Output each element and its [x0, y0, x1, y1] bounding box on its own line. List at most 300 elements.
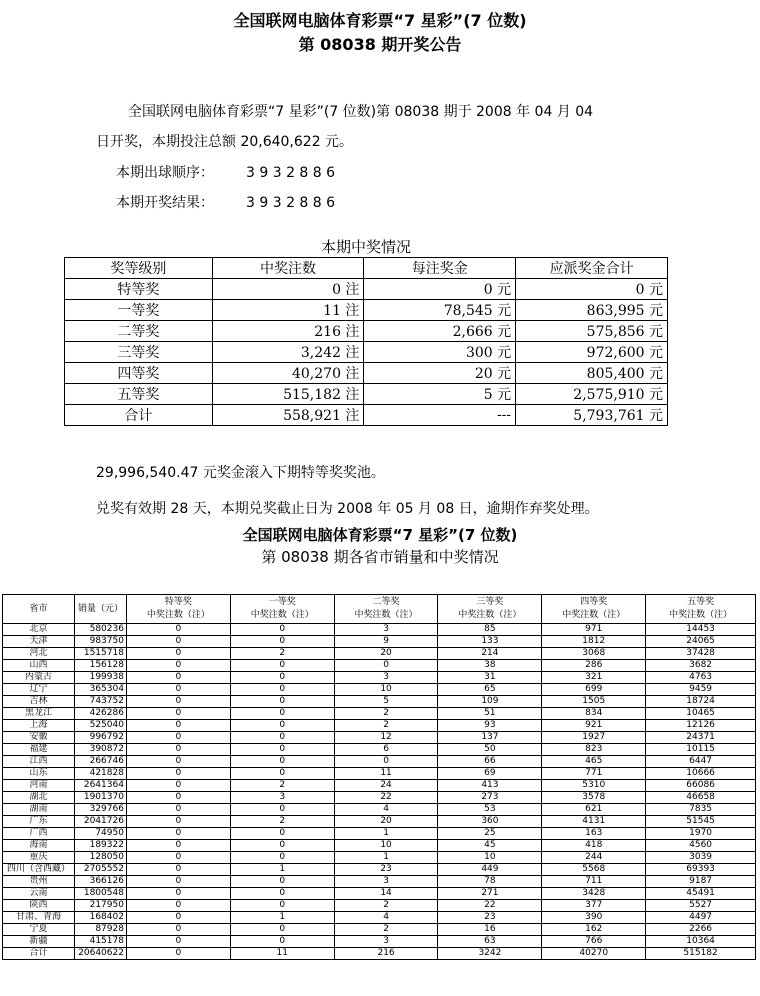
- province-value-cell: 0: [126, 816, 230, 828]
- province-table-header: [542, 595, 646, 624]
- province-value-cell: 2: [230, 648, 334, 660]
- province-value-cell: 360: [438, 816, 542, 828]
- prize-table-cell: 515,182 注: [212, 384, 364, 405]
- claim-expiry-note: 兑奖有效期 28 天，本期兑奖截止日为 2008 年 05 月 08 日，逾期作弃奖处理。: [96, 501, 599, 517]
- province-value-cell: 0: [126, 696, 230, 708]
- province-value-cell: 0: [126, 744, 230, 756]
- prize-level-label: 四等奖: [580, 597, 608, 607]
- province-table: [2, 594, 756, 960]
- winner-count-label: 中奖注数（注）: [146, 610, 210, 620]
- province-value-cell: 390872: [74, 744, 126, 756]
- table-row: [65, 363, 668, 384]
- province-value-cell: 10: [334, 684, 438, 696]
- prize-table-cell: 216 注: [212, 321, 364, 342]
- province-value-cell: 11: [230, 948, 334, 960]
- prize-table-cell: 一等奖: [65, 300, 213, 321]
- province-value-cell: 25: [438, 828, 542, 840]
- province-value-cell: 5527: [646, 900, 756, 912]
- winner-count-label: 中奖注数（注）: [669, 610, 733, 620]
- province-value-cell: 4131: [542, 816, 646, 828]
- province-value-cell: 0: [230, 744, 334, 756]
- province-value-cell: 3068: [542, 648, 646, 660]
- province-value-cell: 1: [334, 828, 438, 840]
- province-value-cell: 4560: [646, 840, 756, 852]
- province-name-cell: 四川（含西藏）: [3, 864, 75, 876]
- table-row: [65, 279, 668, 300]
- province-table-header: 省市: [3, 595, 75, 624]
- table-row: [3, 708, 756, 720]
- province-name-cell: 北京: [3, 624, 75, 636]
- province-value-cell: 0: [230, 804, 334, 816]
- province-value-cell: 0: [126, 948, 230, 960]
- province-value-cell: 5: [334, 696, 438, 708]
- intro-line-1: 全国联网电脑体育彩票“7 星彩”(7 位数)第 08038 期于 2008 年 04 月 04: [128, 104, 594, 120]
- province-value-cell: 0: [230, 852, 334, 864]
- province-value-cell: 189322: [74, 840, 126, 852]
- province-value-cell: 20: [334, 648, 438, 660]
- province-value-cell: 74950: [74, 828, 126, 840]
- draw-result-value: 3 9 3 2 8 8 6: [246, 195, 336, 211]
- province-value-cell: 3682: [646, 660, 756, 672]
- province-value-cell: 12: [334, 732, 438, 744]
- province-value-cell: 3: [230, 792, 334, 804]
- prize-table-cell: 575,856 元: [516, 321, 668, 342]
- province-name-cell: 甘肃、青海: [3, 912, 75, 924]
- province-value-cell: 0: [126, 768, 230, 780]
- province-table-header: [230, 595, 334, 624]
- province-value-cell: 0: [126, 888, 230, 900]
- table-row: [3, 636, 756, 648]
- province-value-cell: 1970: [646, 828, 756, 840]
- province-value-cell: 38: [438, 660, 542, 672]
- province-value-cell: 0: [230, 768, 334, 780]
- province-value-cell: 10465: [646, 708, 756, 720]
- province-value-cell: 9459: [646, 684, 756, 696]
- prize-table-header: 奖等级别: [65, 258, 213, 279]
- prize-table-cell: 20 元: [364, 363, 516, 384]
- province-value-cell: 0: [230, 876, 334, 888]
- announcement-title: 全国联网电脑体育彩票“7 星彩”(7 位数): [233, 11, 527, 30]
- province-name-cell: 辽宁: [3, 684, 75, 696]
- province-name-cell: 山西: [3, 660, 75, 672]
- province-value-cell: 133: [438, 636, 542, 648]
- province-table-header: [646, 595, 756, 624]
- province-name-cell: 黑龙江: [3, 708, 75, 720]
- table-row: [3, 732, 756, 744]
- table-row: [3, 852, 756, 864]
- province-value-cell: 2705552: [74, 864, 126, 876]
- province-value-cell: 87928: [74, 924, 126, 936]
- province-name-cell: 天津: [3, 636, 75, 648]
- province-value-cell: 421828: [74, 768, 126, 780]
- table-row: [3, 744, 756, 756]
- province-value-cell: 3428: [542, 888, 646, 900]
- province-name-cell: 海南: [3, 840, 75, 852]
- province-value-cell: 4763: [646, 672, 756, 684]
- province-value-cell: 771: [542, 768, 646, 780]
- table-row: [3, 816, 756, 828]
- province-value-cell: 0: [126, 912, 230, 924]
- province-value-cell: 6447: [646, 756, 756, 768]
- table-row: [3, 888, 756, 900]
- province-value-cell: 580236: [74, 624, 126, 636]
- province-value-cell: 329766: [74, 804, 126, 816]
- province-value-cell: 109: [438, 696, 542, 708]
- province-value-cell: 0: [126, 792, 230, 804]
- province-value-cell: 3039: [646, 852, 756, 864]
- province-value-cell: 156128: [74, 660, 126, 672]
- province-value-cell: 525040: [74, 720, 126, 732]
- province-value-cell: 78: [438, 876, 542, 888]
- province-value-cell: 0: [126, 648, 230, 660]
- province-value-cell: 0: [126, 936, 230, 948]
- province-value-cell: 834: [542, 708, 646, 720]
- province-name-cell: 内蒙古: [3, 672, 75, 684]
- province-value-cell: 5568: [542, 864, 646, 876]
- province-value-cell: 0: [126, 828, 230, 840]
- prize-table-cell: 805,400 元: [516, 363, 668, 384]
- province-name-cell: 福建: [3, 744, 75, 756]
- prize-table-caption: 本期中奖情况: [320, 238, 411, 256]
- province-value-cell: 10: [438, 852, 542, 864]
- province-value-cell: 10: [334, 840, 438, 852]
- province-value-cell: 5310: [542, 780, 646, 792]
- prize-table-cell: 2,666 元: [364, 321, 516, 342]
- province-name-cell: 新疆: [3, 936, 75, 948]
- province-value-cell: 128050: [74, 852, 126, 864]
- province-name-cell: 贵州: [3, 876, 75, 888]
- table-row: [3, 780, 756, 792]
- province-value-cell: 0: [126, 876, 230, 888]
- province-value-cell: 23: [438, 912, 542, 924]
- prize-table-cell: 5,793,761 元: [516, 405, 668, 426]
- province-value-cell: 18724: [646, 696, 756, 708]
- province-value-cell: 22: [438, 900, 542, 912]
- table-row: [65, 405, 668, 426]
- province-value-cell: 1: [334, 852, 438, 864]
- province-section-subtitle: 第 08038 期各省市销量和中奖情况: [261, 548, 499, 566]
- table-row: [3, 912, 756, 924]
- province-value-cell: 2: [334, 720, 438, 732]
- table-row: [3, 648, 756, 660]
- province-table-header: 销量（元）: [74, 595, 126, 624]
- province-value-cell: 1: [230, 864, 334, 876]
- province-value-cell: 413: [438, 780, 542, 792]
- province-value-cell: 37428: [646, 648, 756, 660]
- province-value-cell: 449: [438, 864, 542, 876]
- province-value-cell: 69: [438, 768, 542, 780]
- province-value-cell: 65: [438, 684, 542, 696]
- province-value-cell: 0: [126, 720, 230, 732]
- prize-table-cell: 合计: [65, 405, 213, 426]
- prize-table-header: 中奖注数: [212, 258, 364, 279]
- province-value-cell: 3242: [438, 948, 542, 960]
- province-value-cell: 45491: [646, 888, 756, 900]
- province-value-cell: 515182: [646, 948, 756, 960]
- province-value-cell: 3: [334, 876, 438, 888]
- table-row: [3, 876, 756, 888]
- province-value-cell: 699: [542, 684, 646, 696]
- province-table-header: [334, 595, 438, 624]
- province-name-cell: 广西: [3, 828, 75, 840]
- province-value-cell: 711: [542, 876, 646, 888]
- province-name-cell: 湖北: [3, 792, 75, 804]
- province-value-cell: 0: [230, 924, 334, 936]
- province-value-cell: 426286: [74, 708, 126, 720]
- prize-table-cell: 2,575,910 元: [516, 384, 668, 405]
- province-value-cell: 53: [438, 804, 542, 816]
- province-value-cell: 0: [230, 684, 334, 696]
- province-value-cell: 0: [230, 696, 334, 708]
- province-value-cell: 12126: [646, 720, 756, 732]
- draw-result-label: 本期开奖结果：: [116, 195, 214, 211]
- province-name-cell: 广东: [3, 816, 75, 828]
- province-value-cell: 217950: [74, 900, 126, 912]
- table-row: [3, 720, 756, 732]
- prize-table-cell: 972,600 元: [516, 342, 668, 363]
- prize-table-cell: 558,921 注: [212, 405, 364, 426]
- province-value-cell: 0: [230, 660, 334, 672]
- province-value-cell: 10666: [646, 768, 756, 780]
- province-value-cell: 0: [230, 828, 334, 840]
- province-value-cell: 286: [542, 660, 646, 672]
- province-value-cell: 0: [230, 708, 334, 720]
- province-value-cell: 20640622: [74, 948, 126, 960]
- province-value-cell: 162: [542, 924, 646, 936]
- province-value-cell: 0: [126, 780, 230, 792]
- province-value-cell: 0: [126, 672, 230, 684]
- province-value-cell: 24065: [646, 636, 756, 648]
- draw-order-value: 3 9 3 2 8 8 6: [246, 165, 336, 181]
- province-value-cell: 271: [438, 888, 542, 900]
- province-value-cell: 0: [126, 684, 230, 696]
- province-value-cell: 24: [334, 780, 438, 792]
- province-value-cell: 0: [230, 720, 334, 732]
- province-value-cell: 2041726: [74, 816, 126, 828]
- prize-table-header: 每注奖金: [364, 258, 516, 279]
- province-value-cell: 163: [542, 828, 646, 840]
- prize-level-label: 三等奖: [476, 597, 504, 607]
- province-name-cell: 云南: [3, 888, 75, 900]
- table-row: [3, 948, 756, 960]
- province-value-cell: 137: [438, 732, 542, 744]
- province-value-cell: 2: [334, 924, 438, 936]
- province-value-cell: 7835: [646, 804, 756, 816]
- province-value-cell: 621: [542, 804, 646, 816]
- prize-table-cell: 二等奖: [65, 321, 213, 342]
- prize-table-cell: 5 元: [364, 384, 516, 405]
- province-value-cell: 465: [542, 756, 646, 768]
- province-value-cell: 0: [126, 840, 230, 852]
- province-value-cell: 1: [230, 912, 334, 924]
- prize-level-label: 五等奖: [687, 597, 715, 607]
- prize-table-cell: 863,995 元: [516, 300, 668, 321]
- province-value-cell: 0: [126, 660, 230, 672]
- prize-table-cell: 五等奖: [65, 384, 213, 405]
- province-value-cell: 273: [438, 792, 542, 804]
- province-name-cell: 湖南: [3, 804, 75, 816]
- province-value-cell: 0: [126, 756, 230, 768]
- province-value-cell: 0: [126, 624, 230, 636]
- province-name-cell: 河南: [3, 780, 75, 792]
- province-value-cell: 2: [230, 816, 334, 828]
- province-name-cell: 安徽: [3, 732, 75, 744]
- table-row: [3, 792, 756, 804]
- province-value-cell: 2: [334, 900, 438, 912]
- province-value-cell: 16: [438, 924, 542, 936]
- province-value-cell: 1927: [542, 732, 646, 744]
- jackpot-pool-note: 29,996,540.47 元奖金滚入下期特等奖奖池。: [96, 465, 385, 481]
- province-value-cell: 3578: [542, 792, 646, 804]
- province-value-cell: 743752: [74, 696, 126, 708]
- province-value-cell: 921: [542, 720, 646, 732]
- province-value-cell: 10364: [646, 936, 756, 948]
- province-value-cell: 11: [334, 768, 438, 780]
- table-row: [3, 756, 756, 768]
- announcement-issue-title: 第 08038 期开奖公告: [298, 35, 462, 54]
- province-value-cell: 50: [438, 744, 542, 756]
- province-value-cell: 0: [230, 624, 334, 636]
- province-value-cell: 4: [334, 912, 438, 924]
- province-value-cell: 1800548: [74, 888, 126, 900]
- province-value-cell: 4497: [646, 912, 756, 924]
- province-name-cell: 重庆: [3, 852, 75, 864]
- province-name-cell: 河北: [3, 648, 75, 660]
- province-value-cell: 0: [126, 732, 230, 744]
- draw-order: [116, 162, 335, 182]
- prize-table-cell: 11 注: [212, 300, 364, 321]
- table-row: [65, 300, 668, 321]
- province-value-cell: 0: [126, 924, 230, 936]
- province-value-cell: 0: [230, 756, 334, 768]
- province-section-title: 全国联网电脑体育彩票“7 星彩”(7 位数): [242, 526, 518, 544]
- table-row: [3, 768, 756, 780]
- province-value-cell: 14: [334, 888, 438, 900]
- province-value-cell: 2: [230, 780, 334, 792]
- province-name-cell: 山东: [3, 768, 75, 780]
- province-value-cell: 1812: [542, 636, 646, 648]
- province-value-cell: 0: [230, 636, 334, 648]
- province-value-cell: 22: [334, 792, 438, 804]
- province-value-cell: 1505: [542, 696, 646, 708]
- province-value-cell: 0: [126, 708, 230, 720]
- draw-order-label: 本期出球顺序：: [116, 165, 214, 181]
- province-value-cell: 2266: [646, 924, 756, 936]
- table-row: [3, 660, 756, 672]
- prize-table-cell: 0 注: [212, 279, 364, 300]
- province-value-cell: 0: [126, 804, 230, 816]
- table-row: [3, 684, 756, 696]
- province-value-cell: 1901370: [74, 792, 126, 804]
- province-value-cell: 823: [542, 744, 646, 756]
- province-value-cell: 0: [334, 756, 438, 768]
- province-value-cell: 2: [334, 708, 438, 720]
- province-value-cell: 51: [438, 708, 542, 720]
- province-value-cell: 996792: [74, 732, 126, 744]
- prize-table-cell: ---: [364, 405, 516, 426]
- prize-table-cell: 78,545 元: [364, 300, 516, 321]
- province-value-cell: 31: [438, 672, 542, 684]
- winner-count-label: 中奖注数（注）: [354, 610, 418, 620]
- province-value-cell: 0: [334, 660, 438, 672]
- prize-level-label: 特等奖: [164, 597, 192, 607]
- province-name-cell: 吉林: [3, 696, 75, 708]
- prize-table: [64, 257, 668, 426]
- table-row: [65, 342, 668, 363]
- province-value-cell: 3: [334, 936, 438, 948]
- province-value-cell: 3: [334, 672, 438, 684]
- province-value-cell: 266746: [74, 756, 126, 768]
- table-row: [3, 864, 756, 876]
- province-value-cell: 415178: [74, 936, 126, 948]
- table-row: [3, 696, 756, 708]
- province-value-cell: 766: [542, 936, 646, 948]
- province-value-cell: 85: [438, 624, 542, 636]
- table-row: [65, 384, 668, 405]
- table-row: [3, 828, 756, 840]
- province-value-cell: 0: [126, 864, 230, 876]
- winner-count-label: 中奖注数（注）: [562, 610, 626, 620]
- table-row: [3, 900, 756, 912]
- intro-line-2: 日开奖，本期投注总额 20,640,622 元。: [96, 134, 354, 150]
- table-row: [65, 321, 668, 342]
- province-value-cell: 45: [438, 840, 542, 852]
- province-name-cell: 陕西: [3, 900, 75, 912]
- winner-count-label: 中奖注数（注）: [458, 610, 522, 620]
- province-value-cell: 4: [334, 804, 438, 816]
- province-value-cell: 321: [542, 672, 646, 684]
- province-value-cell: 0: [230, 732, 334, 744]
- province-name-cell: 合计: [3, 948, 75, 960]
- province-value-cell: 168402: [74, 912, 126, 924]
- province-value-cell: 377: [542, 900, 646, 912]
- prize-table-cell: 特等奖: [65, 279, 213, 300]
- province-value-cell: 0: [230, 936, 334, 948]
- province-value-cell: 214: [438, 648, 542, 660]
- province-value-cell: 0: [230, 672, 334, 684]
- province-value-cell: 14453: [646, 624, 756, 636]
- table-row: [3, 804, 756, 816]
- province-value-cell: 390: [542, 912, 646, 924]
- province-table-header: [438, 595, 542, 624]
- prize-table-header: 应派奖金合计: [516, 258, 668, 279]
- province-value-cell: 244: [542, 852, 646, 864]
- province-value-cell: 6: [334, 744, 438, 756]
- table-row: [3, 672, 756, 684]
- province-value-cell: 23: [334, 864, 438, 876]
- province-value-cell: 1515718: [74, 648, 126, 660]
- prize-table-cell: 3,242 注: [212, 342, 364, 363]
- province-value-cell: 9187: [646, 876, 756, 888]
- prize-table-cell: 三等奖: [65, 342, 213, 363]
- province-value-cell: 0: [230, 840, 334, 852]
- province-value-cell: 69393: [646, 864, 756, 876]
- province-value-cell: 93: [438, 720, 542, 732]
- province-value-cell: 199938: [74, 672, 126, 684]
- province-value-cell: 418: [542, 840, 646, 852]
- province-value-cell: 0: [126, 852, 230, 864]
- province-value-cell: 24371: [646, 732, 756, 744]
- winner-count-label: 中奖注数（注）: [250, 610, 314, 620]
- province-value-cell: 983750: [74, 636, 126, 648]
- draw-result: [116, 192, 335, 212]
- province-value-cell: 10115: [646, 744, 756, 756]
- province-value-cell: 0: [230, 900, 334, 912]
- province-value-cell: 3: [334, 624, 438, 636]
- province-name-cell: 江西: [3, 756, 75, 768]
- prize-table-cell: 300 元: [364, 342, 516, 363]
- province-value-cell: 366126: [74, 876, 126, 888]
